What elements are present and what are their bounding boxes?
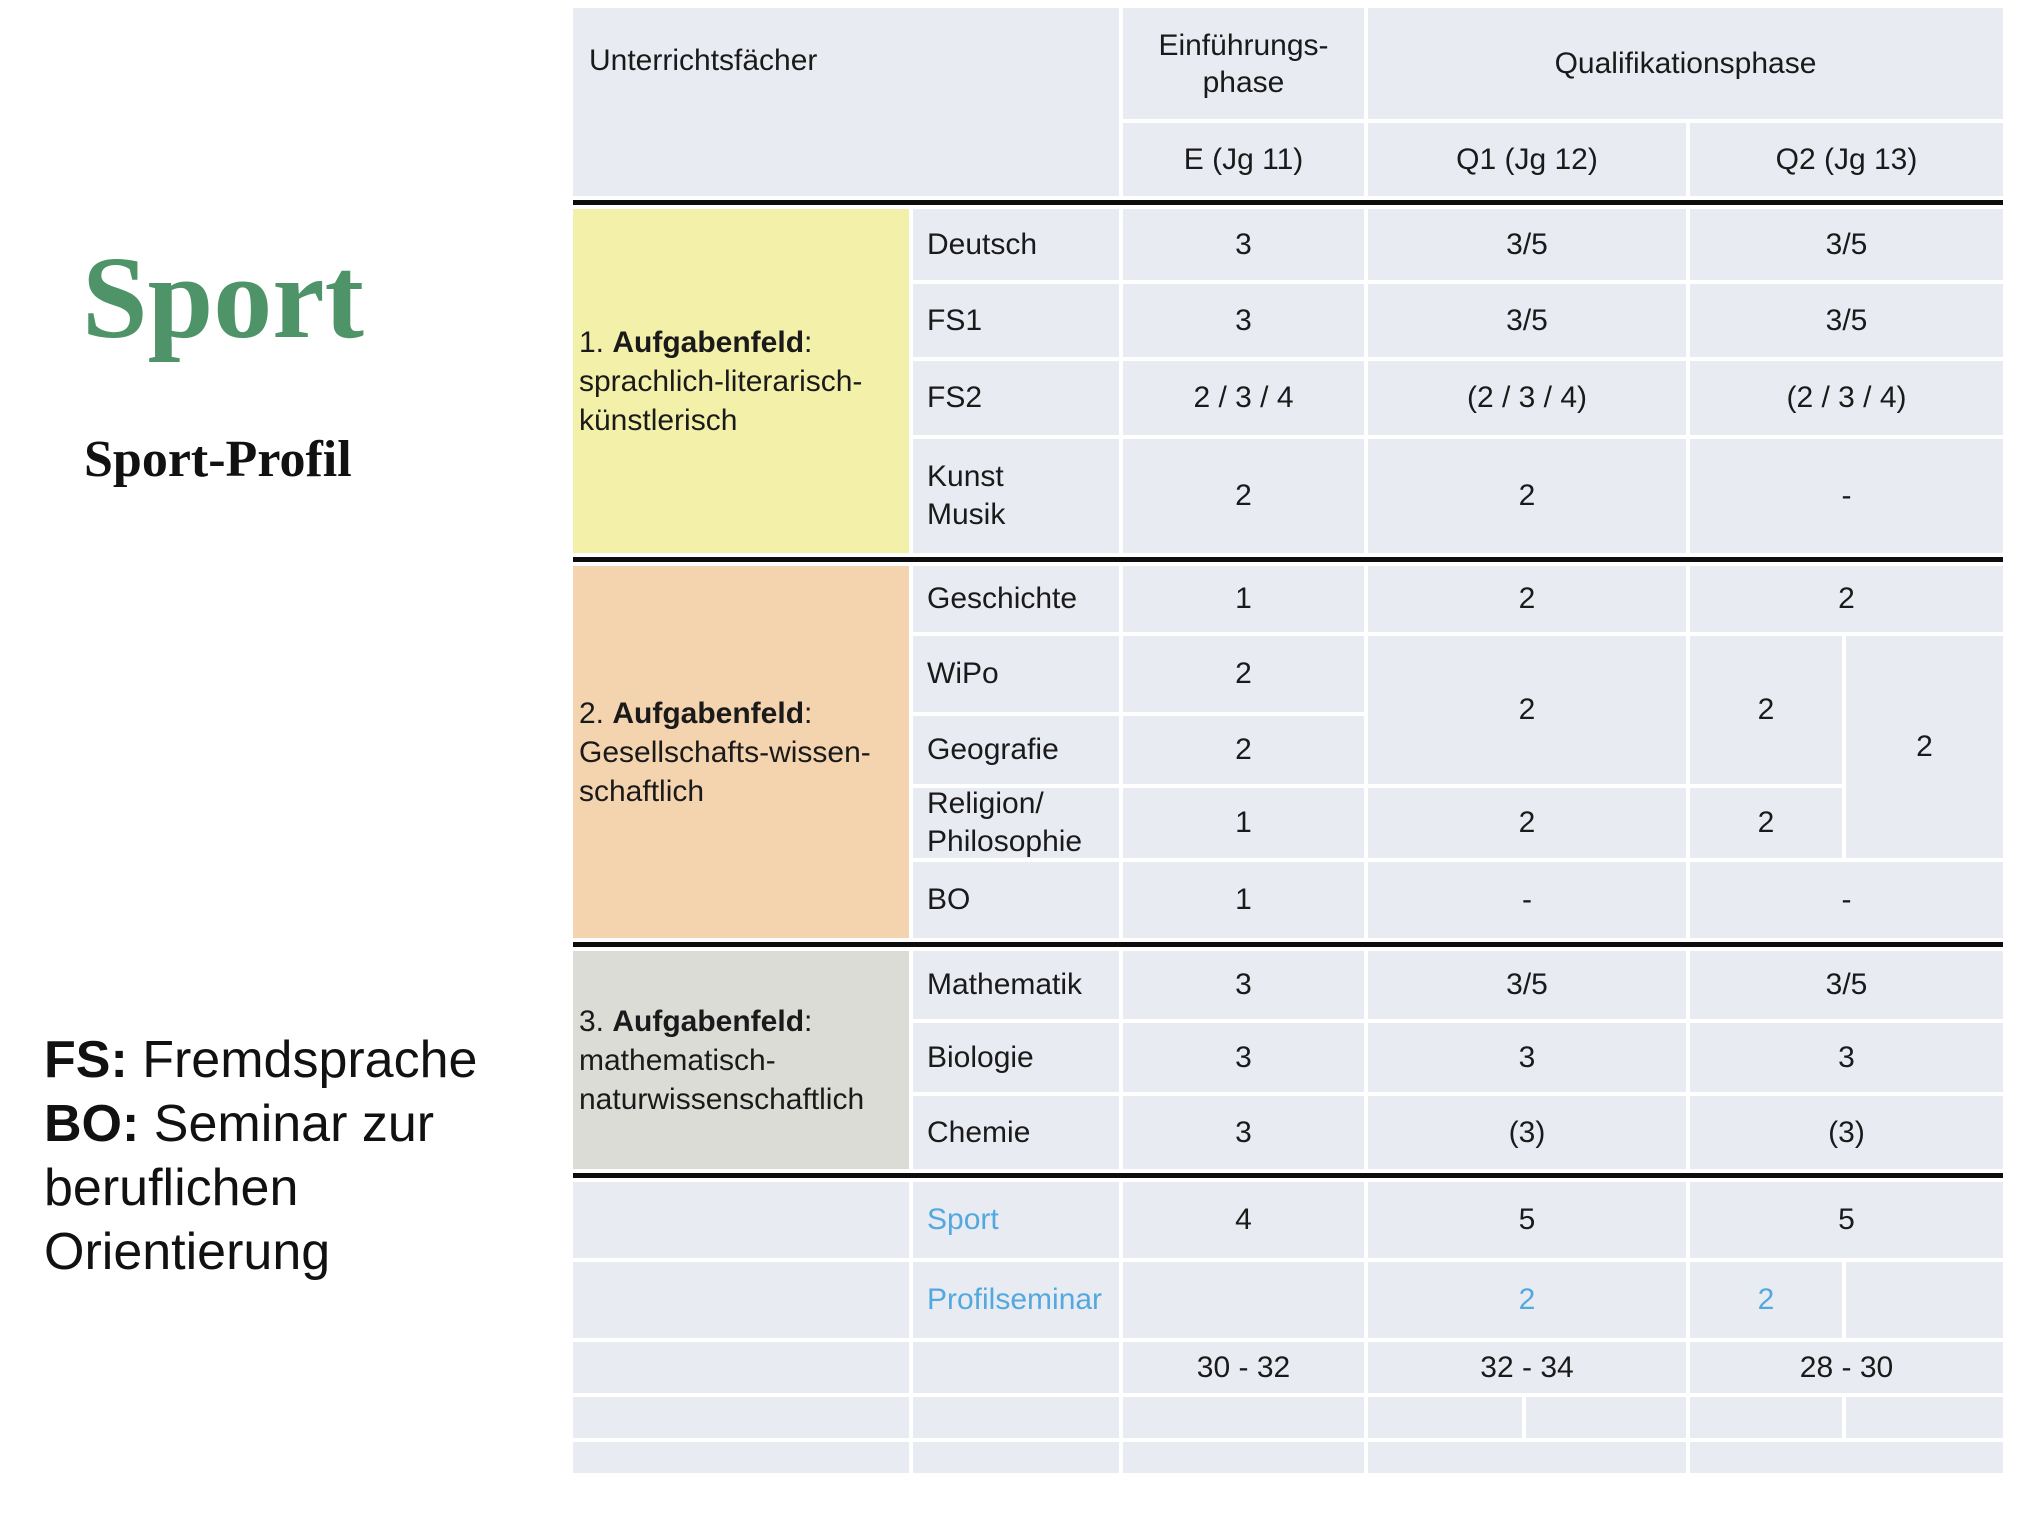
cell-wipo-geografie-q1-merged: 2	[1368, 636, 1686, 784]
cell-deutsch-q2: 3/5	[1690, 209, 2003, 280]
block3-title-line2: mathematisch-	[579, 1043, 776, 1077]
subject-musik: Musik	[927, 498, 1006, 531]
cell-sport-e: 4	[1123, 1182, 1364, 1258]
cell-empty	[1123, 1442, 1364, 1473]
subject-bo: BO	[913, 862, 1119, 938]
cell-empty	[1846, 1397, 2003, 1438]
cell-biologie-q2: 3	[1690, 1023, 2003, 1092]
legend-bo-abbr: BO:	[44, 1095, 140, 1153]
legend	[44, 1028, 534, 1284]
cell-wipo-e: 2	[1123, 636, 1364, 712]
cell-fs2-q1: (2 / 3 / 4)	[1368, 361, 1686, 435]
cell-sport-q2: 5	[1690, 1182, 2003, 1258]
block2-title-line3: schaftlich	[579, 774, 705, 808]
subject-kunst-musik	[913, 439, 1119, 553]
block1-title-line2: sprachlich-literarisch-	[579, 364, 863, 398]
cell-empty	[913, 1397, 1119, 1438]
subject-fs1: FS1	[913, 284, 1119, 357]
cell-empty	[913, 1442, 1119, 1473]
cell-religion-q1: 2	[1368, 788, 1686, 858]
cell-geschichte-e: 1	[1123, 566, 1364, 632]
cell-total-e: 30 - 32	[1123, 1342, 1364, 1393]
curriculum-table	[573, 8, 2003, 1473]
subject-geografie: Geografie	[913, 716, 1119, 784]
block2-title-line2: Gesellschafts-wissen-	[579, 735, 871, 769]
cell-empty	[573, 1182, 909, 1258]
block3-aufgabenfeld-label	[573, 951, 909, 1169]
cell-empty	[1368, 1442, 1686, 1473]
cell-empty	[913, 1342, 1119, 1393]
subject-biologie: Biologie	[913, 1023, 1119, 1092]
block3-title: 3. Aufgabenfeld:	[579, 1004, 813, 1038]
header-einfuehrungsphase-line2: phase	[1202, 65, 1285, 99]
legend-fs-text: Fremdsprache	[127, 1031, 478, 1089]
cell-fs1-e: 3	[1123, 284, 1364, 357]
subject-philosophie: Philosophie	[927, 825, 1083, 858]
cell-fs1-q2: 3/5	[1690, 284, 2003, 357]
subject-religion-philosophie	[913, 788, 1119, 858]
subject-religion: Religion/	[927, 787, 1044, 820]
block1-title: 1. Aufgabenfeld:	[579, 325, 813, 359]
cell-empty	[1690, 1442, 2003, 1473]
cell-religion-q2a: 2	[1690, 788, 1842, 858]
block3-title-line3: naturwissenschaftlich	[579, 1082, 865, 1116]
subject-wipo: WiPo	[913, 636, 1119, 712]
cell-profilseminar-q2a: 2	[1690, 1262, 1842, 1338]
cell-chemie-q2: (3)	[1690, 1096, 2003, 1169]
cell-mathematik-q2: 3/5	[1690, 951, 2003, 1019]
cell-sport-q1: 5	[1368, 1182, 1686, 1258]
cell-total-q2: 28 - 30	[1690, 1342, 2003, 1393]
block2-title: 2. Aufgabenfeld:	[579, 696, 813, 730]
block1-aufgabenfeld-label	[573, 209, 909, 553]
header-subjects-column: Unterrichtsfächer	[573, 8, 1119, 196]
cell-chemie-e: 3	[1123, 1096, 1364, 1169]
block1-title-line3: künstlerisch	[579, 403, 738, 437]
subject-geschichte: Geschichte	[913, 566, 1119, 632]
subject-chemie: Chemie	[913, 1096, 1119, 1169]
cell-bo-e: 1	[1123, 862, 1364, 938]
cell-geschichte-q1: 2	[1368, 566, 1686, 632]
header-einfuehrungsphase	[1123, 8, 1364, 119]
legend-fs-abbr: FS:	[44, 1031, 128, 1089]
cell-fs2-e: 2 / 3 / 4	[1123, 361, 1364, 435]
cell-empty	[1846, 1262, 2003, 1338]
cell-empty	[1526, 1397, 1686, 1438]
cell-profilseminar-q1: 2	[1368, 1262, 1686, 1338]
cell-kunstmusik-q2: -	[1690, 439, 2003, 553]
cell-chemie-q1: (3)	[1368, 1096, 1686, 1169]
cell-geschichte-q2: 2	[1690, 566, 2003, 632]
cell-empty	[573, 1397, 909, 1438]
subject-sport: Sport	[913, 1182, 1119, 1258]
cell-biologie-q1: 3	[1368, 1023, 1686, 1092]
cell-deutsch-e: 3	[1123, 209, 1364, 280]
section-divider	[573, 557, 2003, 562]
section-divider	[573, 200, 2003, 205]
cell-empty	[1690, 1397, 1842, 1438]
page-subtitle: Sport-Profil	[84, 431, 352, 488]
legend-bo-text: Seminar zur beruflichen Orientierung	[44, 1095, 435, 1281]
cell-bo-q1: -	[1368, 862, 1686, 938]
cell-religion-e: 1	[1123, 788, 1364, 858]
subject-profilseminar: Profilseminar	[913, 1262, 1119, 1338]
cell-geografie-e: 2	[1123, 716, 1364, 784]
section-divider	[573, 942, 2003, 947]
header-q1-jg12: Q1 (Jg 12)	[1368, 123, 1686, 196]
header-einfuehrungsphase-line1: Einführungs-	[1158, 28, 1329, 62]
cell-empty	[1123, 1397, 1364, 1438]
block2-aufgabenfeld-label	[573, 566, 909, 938]
page-title: Sport	[82, 232, 364, 363]
cell-mathematik-e: 3	[1123, 951, 1364, 1019]
cell-biologie-e: 3	[1123, 1023, 1364, 1092]
subject-deutsch: Deutsch	[913, 209, 1119, 280]
cell-fs1-q1: 3/5	[1368, 284, 1686, 357]
cell-total-q1: 32 - 34	[1368, 1342, 1686, 1393]
cell-mathematik-q1: 3/5	[1368, 951, 1686, 1019]
section-divider	[573, 1173, 2003, 1178]
cell-kunstmusik-q1: 2	[1368, 439, 1686, 553]
cell-profilseminar-e	[1123, 1262, 1364, 1338]
cell-bo-q2: -	[1690, 862, 2003, 938]
header-q2-jg13: Q2 (Jg 13)	[1690, 123, 2003, 196]
cell-wipo-religion-q2b-merged: 2	[1846, 636, 2003, 858]
subject-mathematik: Mathematik	[913, 951, 1119, 1019]
cell-empty	[573, 1342, 909, 1393]
cell-wipo-geografie-q2a-merged: 2	[1690, 636, 1842, 784]
subject-kunst: Kunst	[927, 460, 1004, 493]
cell-empty	[1368, 1397, 1522, 1438]
cell-empty	[573, 1262, 909, 1338]
header-e-jg11: E (Jg 11)	[1123, 123, 1364, 196]
subject-fs2: FS2	[913, 361, 1119, 435]
cell-kunstmusik-e: 2	[1123, 439, 1364, 553]
cell-empty	[573, 1442, 909, 1473]
cell-fs2-q2: (2 / 3 / 4)	[1690, 361, 2003, 435]
header-qualifikationsphase: Qualifikationsphase	[1368, 8, 2003, 119]
cell-deutsch-q1: 3/5	[1368, 209, 1686, 280]
